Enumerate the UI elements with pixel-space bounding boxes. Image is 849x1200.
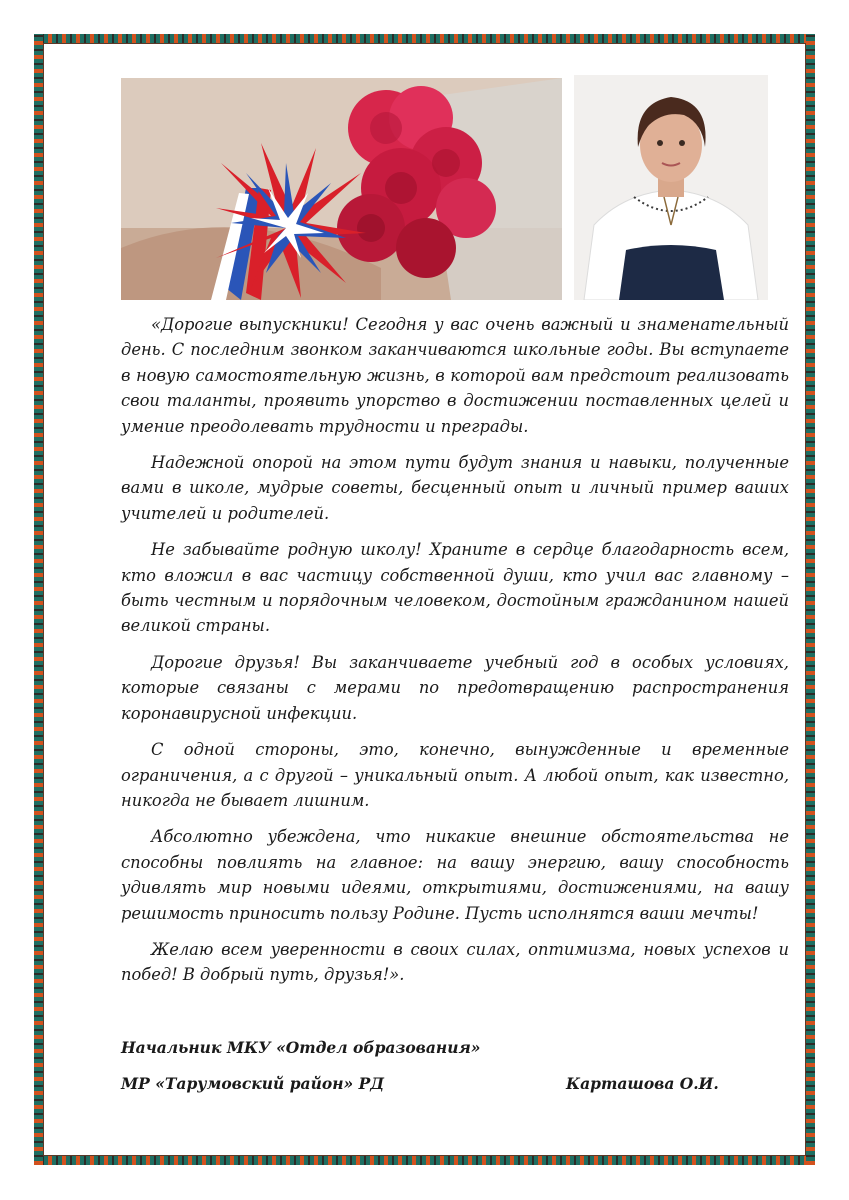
letter-paragraph-3: Не забывайте родную школу! Храните в сердце благодарность всем, кто вложил в вас частицу собственной души, кто учил вас главному – быть честным и порядочным человеком, достойным гражданином нашей великой страны.: [121, 540, 789, 636]
signature-name: Карташова О.И.: [566, 1074, 719, 1093]
letter-paragraph-6: Абсолютно убеждена, что никакие внешние обстоятельства не способны повлиять на главное: на вашу энергию, вашу способность удивлять мир новыми идеями, открытиями, достижениями, на вашу решимость приносить пользу Родине. Пусть исполнятся ваши мечты!: [121, 827, 789, 923]
letter-paragraph-4: Дорогие друзья! Вы заканчиваете учебный год в особых условиях, которые связаны с мерами по предотвращению распространения коронавирусной инфекции.: [121, 652, 789, 723]
letter-paragraph-5: С одной стороны, это, конечно, вынужденные и временные ограничения, а с другой – уникальный опыт. А любой опыт, как известно, никогда не бывает лишним.: [121, 740, 789, 810]
bouquet-illustration: [121, 78, 562, 300]
letter-paragraph-2: Надежной опорой на этом пути будут знания и навыки, полученные вами в школе, мудрые советы, бесценный опыт и личный пример ваших учителей и родителей.: [121, 453, 789, 523]
signature-position: Начальник МКУ «Отдел образования»: [121, 1038, 481, 1057]
portrait-illustration: [574, 75, 768, 300]
portrait-photo: [574, 75, 768, 300]
bouquet-photo: [121, 78, 562, 300]
greeting-letter: [121, 312, 789, 999]
letter-paragraph-1: «Дорогие выпускники! Сегодня у вас очень важный и знаменательный день. С последним звонком заканчиваются школьные годы. Вы вступаете в новую самостоятельную жизнь, в которой вам предстоит реализовать свои таланты, проявить упорство в достижении поставленных целей и умение преодолевать трудности и преграды.: [121, 315, 789, 436]
letter-paragraph-7: Желаю всем уверенности в своих силах, оптимизма, новых успехов и побед! В добрый путь, друзья!».: [121, 939, 789, 985]
signature-district: МР «Тарумовский район» РД: [121, 1074, 385, 1093]
